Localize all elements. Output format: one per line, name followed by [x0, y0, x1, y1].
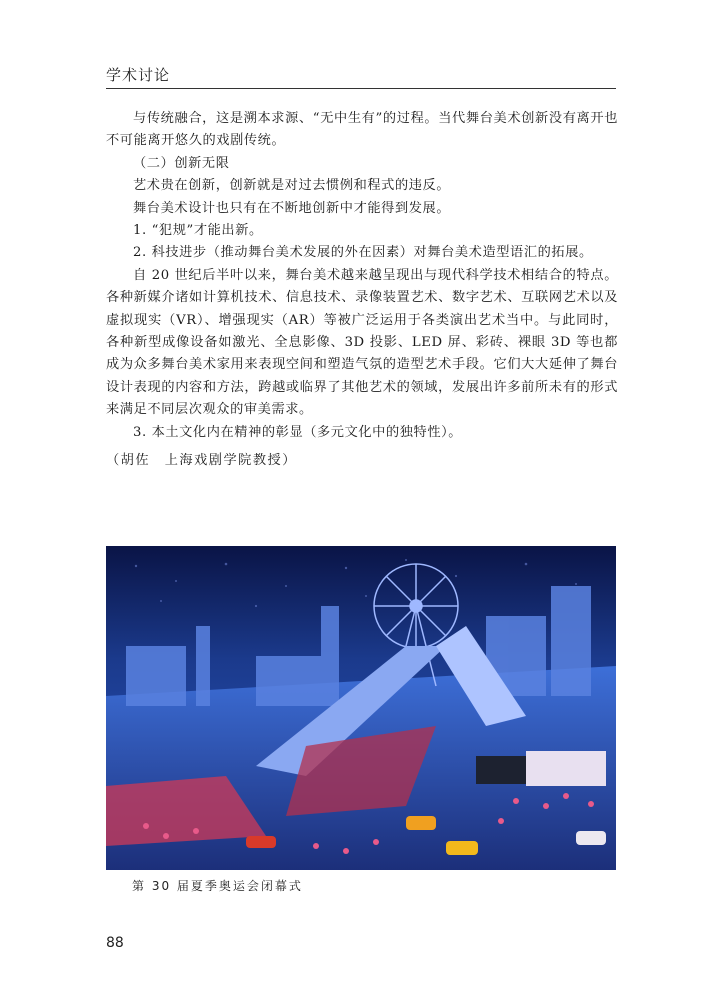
paragraph: 舞台美术设计也只有在不断地创新中才能得到发展。	[133, 200, 451, 216]
paragraph: 自 20 世纪后半叶以来，舞台美术越来越呈现出与现代科学技术相结合的特点。各种新媒介诸如计算机技术、信息技术、录像装置艺术、数字艺术、互联网艺术以及虚拟现实（VR）、增强现实（AR）等被广泛运用于各类演出艺术当中。与此同时，各种新型成像设备如激光、全息影像、3D 投影、LED 屏、彩砖、裸眼 3D 等也都成为众多舞台美术家用来表现空间和塑造气氛的造型艺术手段。它们大大延伸了舞台设计表现的内容和方法，跨越或临界了其他艺术的领域，发展出许多前所未有的形式来满足不同层次观众的审美需求。	[106, 267, 618, 418]
list-item: 3. 本土文化内在精神的彰显（多元文化中的独特性）。	[133, 424, 463, 440]
paragraph: 艺术贵在创新，创新就是对过去惯例和程式的违反。	[133, 178, 451, 194]
page-number: 88	[106, 935, 124, 951]
subheading: （二）创新无限	[133, 155, 230, 171]
ceremony-photo	[106, 546, 616, 870]
paragraph: 与传统融合，这是溯本求源、“无中生有”的过程。当代舞台美术创新没有离开也不可能离开悠久的戏剧传统。	[106, 111, 618, 149]
author-credit: （胡佐 上海戏剧学院教授）	[106, 453, 297, 469]
figure-caption: 第 30 届夏季奥运会闭幕式	[132, 879, 303, 893]
list-item: 1. “犯规”才能出新。	[133, 223, 263, 239]
article-body	[106, 108, 618, 473]
list-item: 2. 科技进步（推动舞台美术发展的外在因素）对舞台美术造型语汇的拓展。	[133, 245, 593, 261]
section-title: 学术讨论	[106, 66, 171, 84]
running-header	[106, 62, 616, 89]
